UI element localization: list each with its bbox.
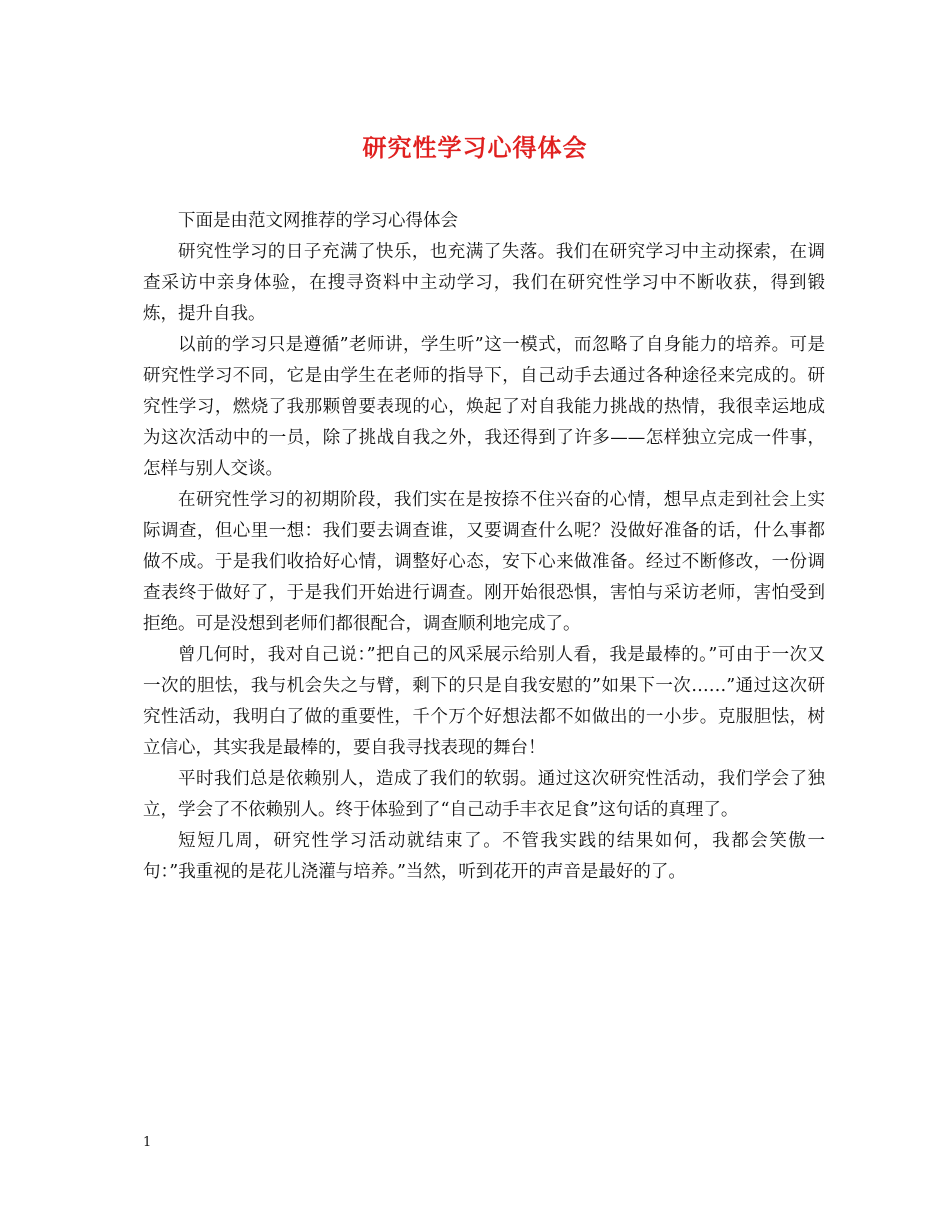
- document-title: 研究性学习心得体会: [362, 133, 588, 162]
- document-body: [143, 206, 825, 888]
- paragraph: 研究性学习的日子充满了快乐，也充满了失落。我们在研究学习中主动探索，在调查采访中亲身体验，在搜寻资料中主动学习，我们在研究性学习中不断收获，得到锻炼，提升自我。: [143, 242, 825, 324]
- page-number: 1: [143, 1135, 152, 1150]
- paragraph-intro: 下面是由范文网推荐的学习心得体会: [178, 211, 458, 231]
- paragraph: 平时我们总是依赖别人，造成了我们的软弱。通过这次研究性活动，我们学会了独立，学会了不依赖别人。终于体验到了“自己动手丰衣足食”这句话的真理了。: [143, 769, 825, 820]
- paragraph: 在研究性学习的初期阶段，我们实在是按捺不住兴奋的心情，想早点走到社会上实际调查，但心里一想：我们要去调查谁，又要调查什么呢？没做好准备的话，什么事都做不成。于是我们收拾好心情，调整好心态，安下心来做准备。经过不断修改，一份调查表终于做好了，于是我们开始进行调查。刚开始很恐惧，害怕与采访老师，害怕受到拒绝。可是没想到老师们都很配合，调查顺利地完成了。: [143, 490, 825, 634]
- paragraph: 短短几周，研究性学习活动就结束了。不管我实践的结果如何，我都会笑傲一句：”我重视的是花儿浇灌与培养。”当然，听到花开的声音是最好的了。: [143, 831, 825, 882]
- paragraph: 以前的学习只是遵循”老师讲，学生听”这一模式，而忽略了自身能力的培养。可是研究性学习不同，它是由学生在老师的指导下，自己动手去通过各种途径来完成的。研究性学习，燃烧了我那颗曾要表现的心，焕起了对自我能力挑战的热情，我很幸运地成为这次活动中的一员，除了挑战自我之外，我还得到了许多——怎样独立完成一件事，怎样与别人交谈。: [143, 335, 825, 479]
- paragraph: 曾几何时，我对自己说：”把自己的风采展示给别人看，我是最棒的。”可由于一次又一次的胆怯，我与机会失之与臂，剩下的只是自我安慰的”如果下一次……”通过这次研究性活动，我明白了做的重要性，千个万个好想法都不如做出的一小步。克服胆怯，树立信心，其实我是最棒的，要自我寻找表现的舞台！: [143, 645, 825, 758]
